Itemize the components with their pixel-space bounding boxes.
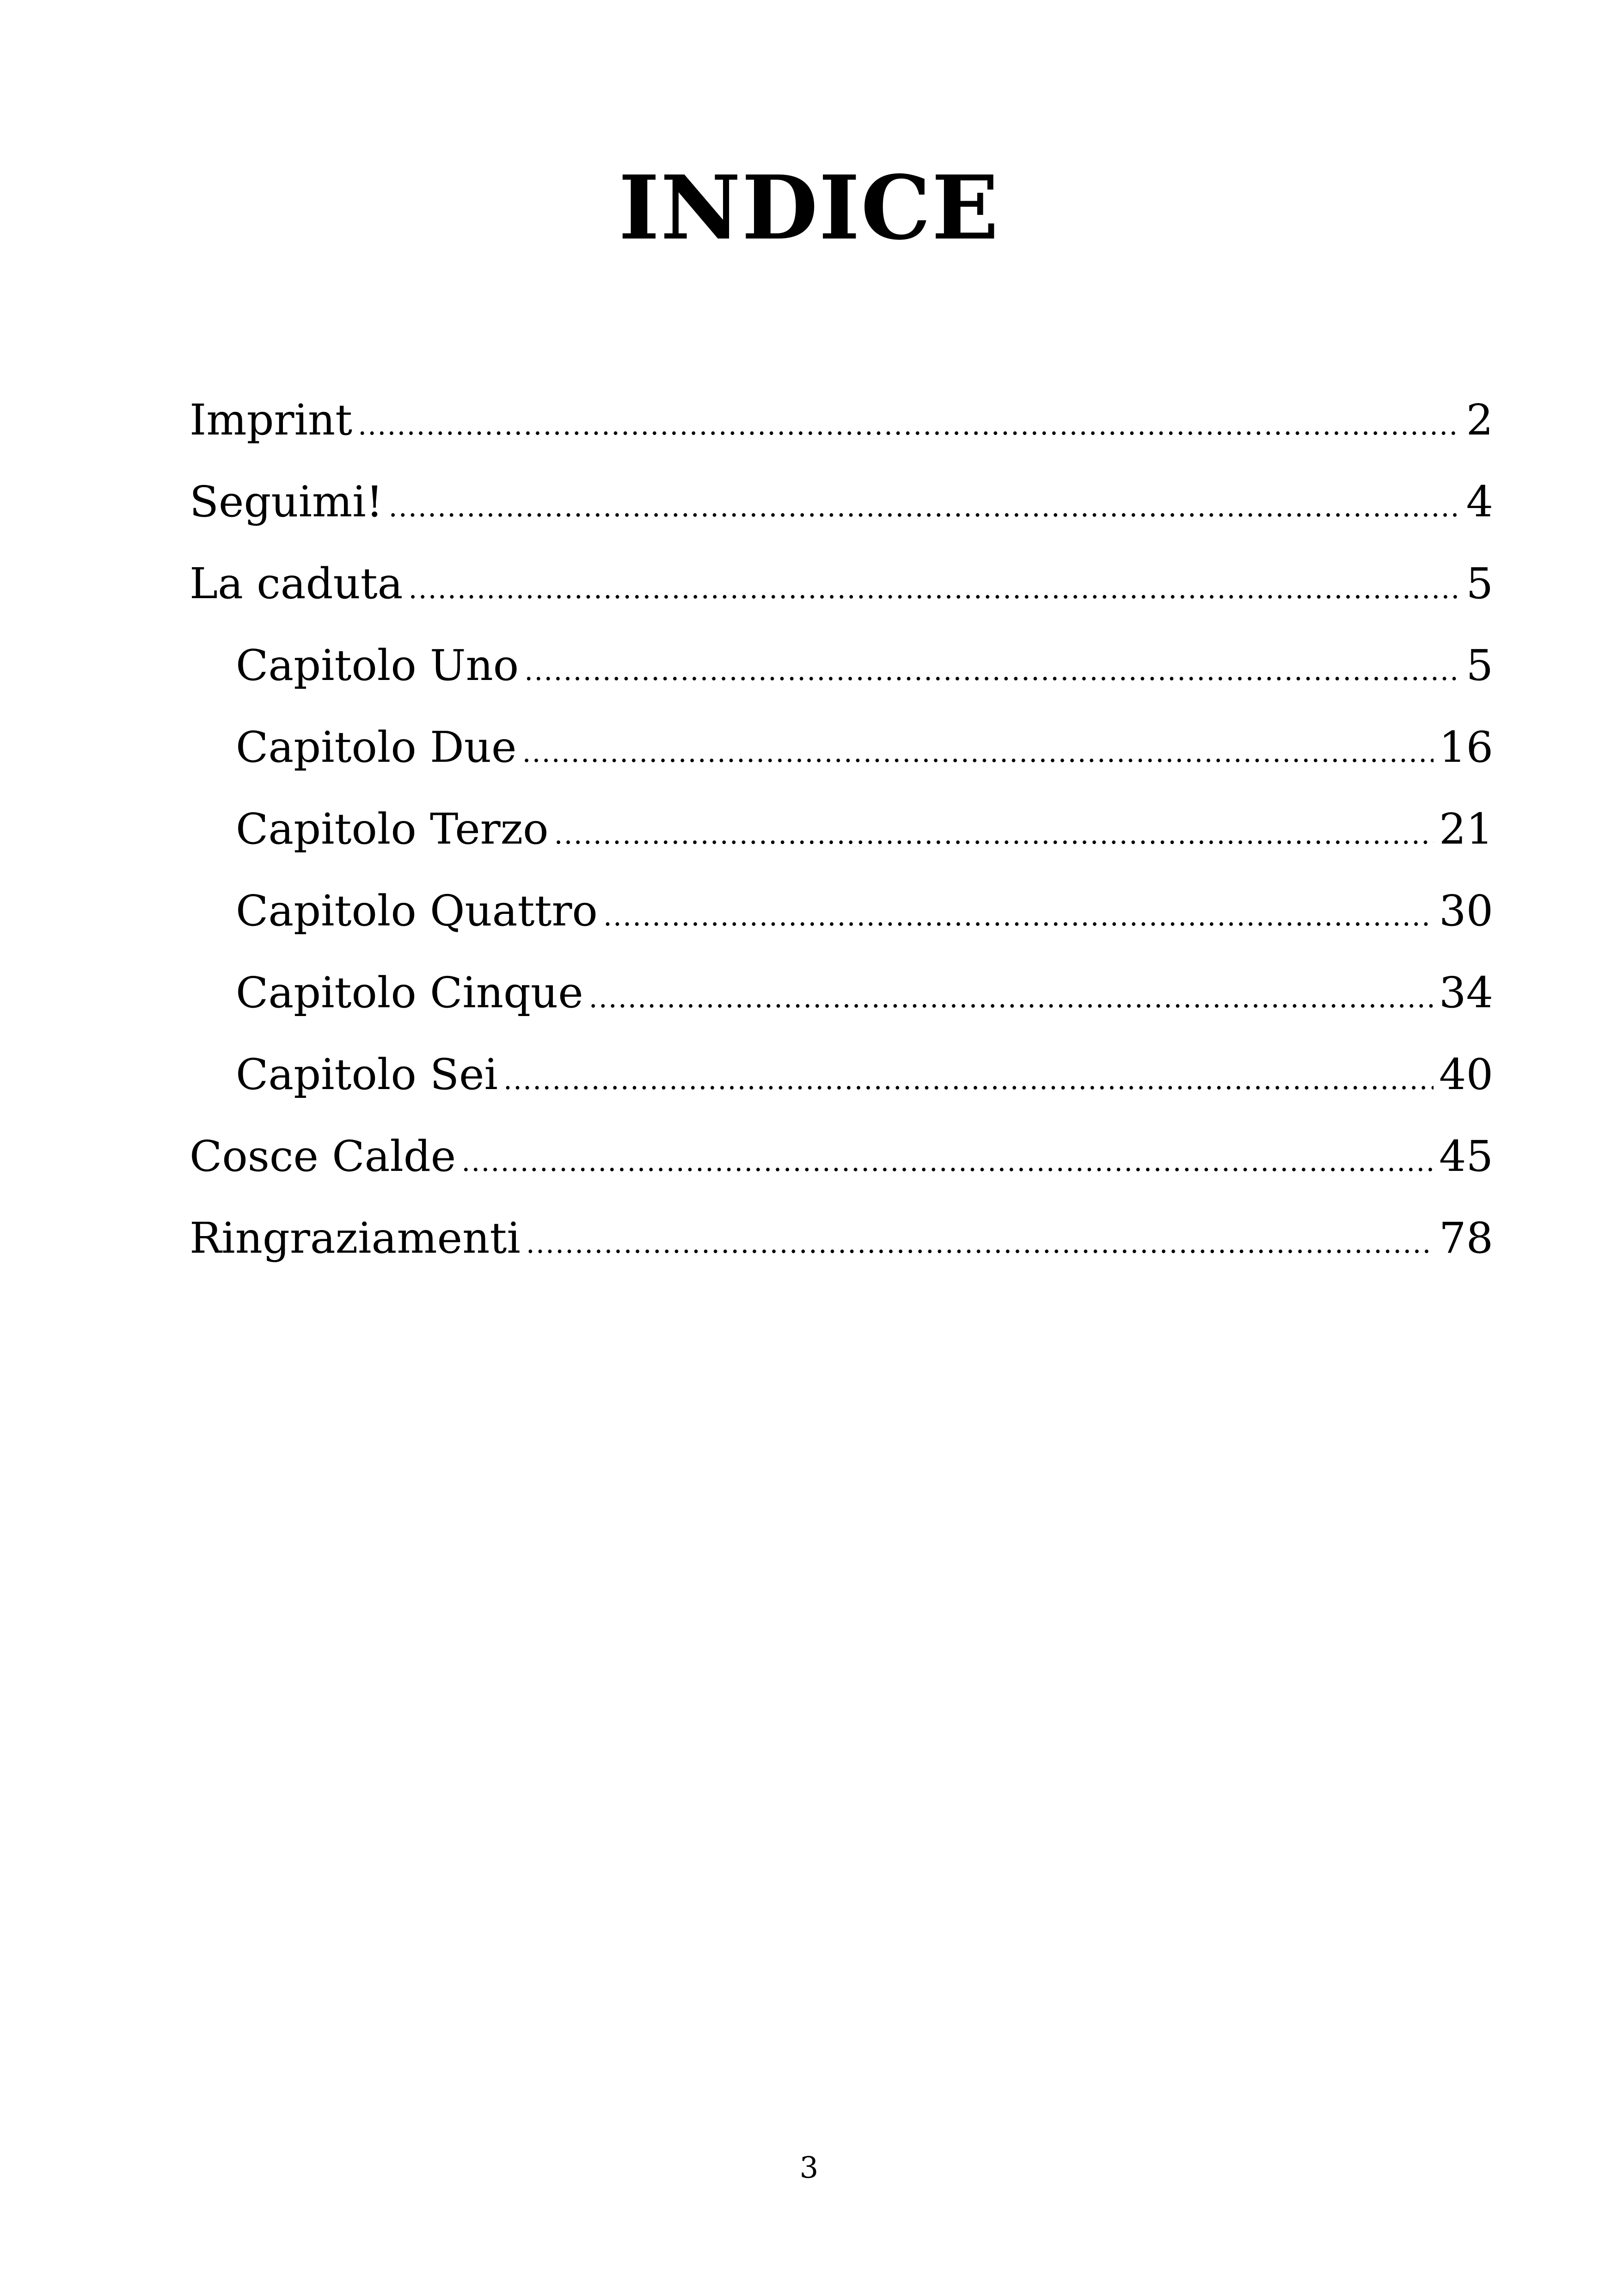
toc-entry-page: 45 (1439, 1132, 1493, 1181)
toc-entry-la-caduta[interactable] (190, 543, 1493, 625)
toc-dot-leader (358, 385, 1460, 466)
toc-entry-ringraziamenti[interactable] (190, 1197, 1493, 1279)
toc-entry-label: Capitolo Cinque (236, 968, 583, 1017)
toc-entry-capitolo-sei[interactable] (190, 1034, 1493, 1115)
page-title: INDICE (618, 156, 1000, 259)
toc-entry-page: 78 (1439, 1213, 1493, 1263)
toc-entry-capitolo-due[interactable] (190, 706, 1493, 788)
table-of-contents (190, 379, 1493, 1279)
toc-dot-leader (503, 1039, 1434, 1121)
page-number: 3 (799, 2151, 819, 2185)
toc-entry-label: Seguimi! (190, 477, 383, 527)
toc-dot-leader (554, 794, 1433, 876)
toc-entry-label: Imprint (190, 395, 353, 445)
toc-entry-page: 2 (1466, 395, 1493, 445)
toc-dot-leader (522, 712, 1433, 794)
toc-entry-page: 30 (1439, 886, 1493, 936)
toc-entry-page: 34 (1439, 968, 1493, 1017)
toc-entry-capitolo-uno[interactable] (190, 625, 1493, 706)
toc-dot-leader (603, 876, 1434, 957)
toc-entry-page: 5 (1466, 559, 1493, 608)
toc-entry-label: Capitolo Uno (236, 641, 519, 690)
toc-dot-leader (589, 957, 1434, 1039)
toc-entry-capitolo-terzo[interactable] (190, 788, 1493, 870)
toc-entry-label: Capitolo Sei (236, 1050, 498, 1099)
toc-entry-label: Capitolo Quattro (236, 886, 598, 936)
toc-entry-label: Capitolo Terzo (236, 804, 549, 854)
toc-dot-leader (389, 466, 1461, 548)
toc-entry-page: 16 (1439, 722, 1493, 772)
toc-entry-label: La caduta (190, 559, 403, 608)
toc-entry-page: 40 (1439, 1050, 1493, 1099)
toc-entry-page: 5 (1466, 641, 1493, 690)
toc-entry-imprint[interactable] (190, 379, 1493, 461)
toc-entry-label: Ringraziamenti (190, 1213, 521, 1263)
toc-entry-capitolo-cinque[interactable] (190, 952, 1493, 1034)
toc-entry-label: Capitolo Due (236, 722, 517, 772)
toc-dot-leader (524, 630, 1460, 712)
toc-dot-leader (409, 548, 1461, 630)
toc-entry-cosce-calde[interactable] (190, 1115, 1493, 1197)
toc-entry-page: 4 (1466, 477, 1493, 527)
toc-entry-seguimi[interactable] (190, 461, 1493, 543)
toc-entry-label: Cosce Calde (190, 1132, 456, 1181)
toc-entry-page: 21 (1439, 804, 1493, 854)
toc-entry-capitolo-quattro[interactable] (190, 870, 1493, 952)
toc-dot-leader (526, 1203, 1434, 1285)
toc-dot-leader (461, 1121, 1434, 1203)
